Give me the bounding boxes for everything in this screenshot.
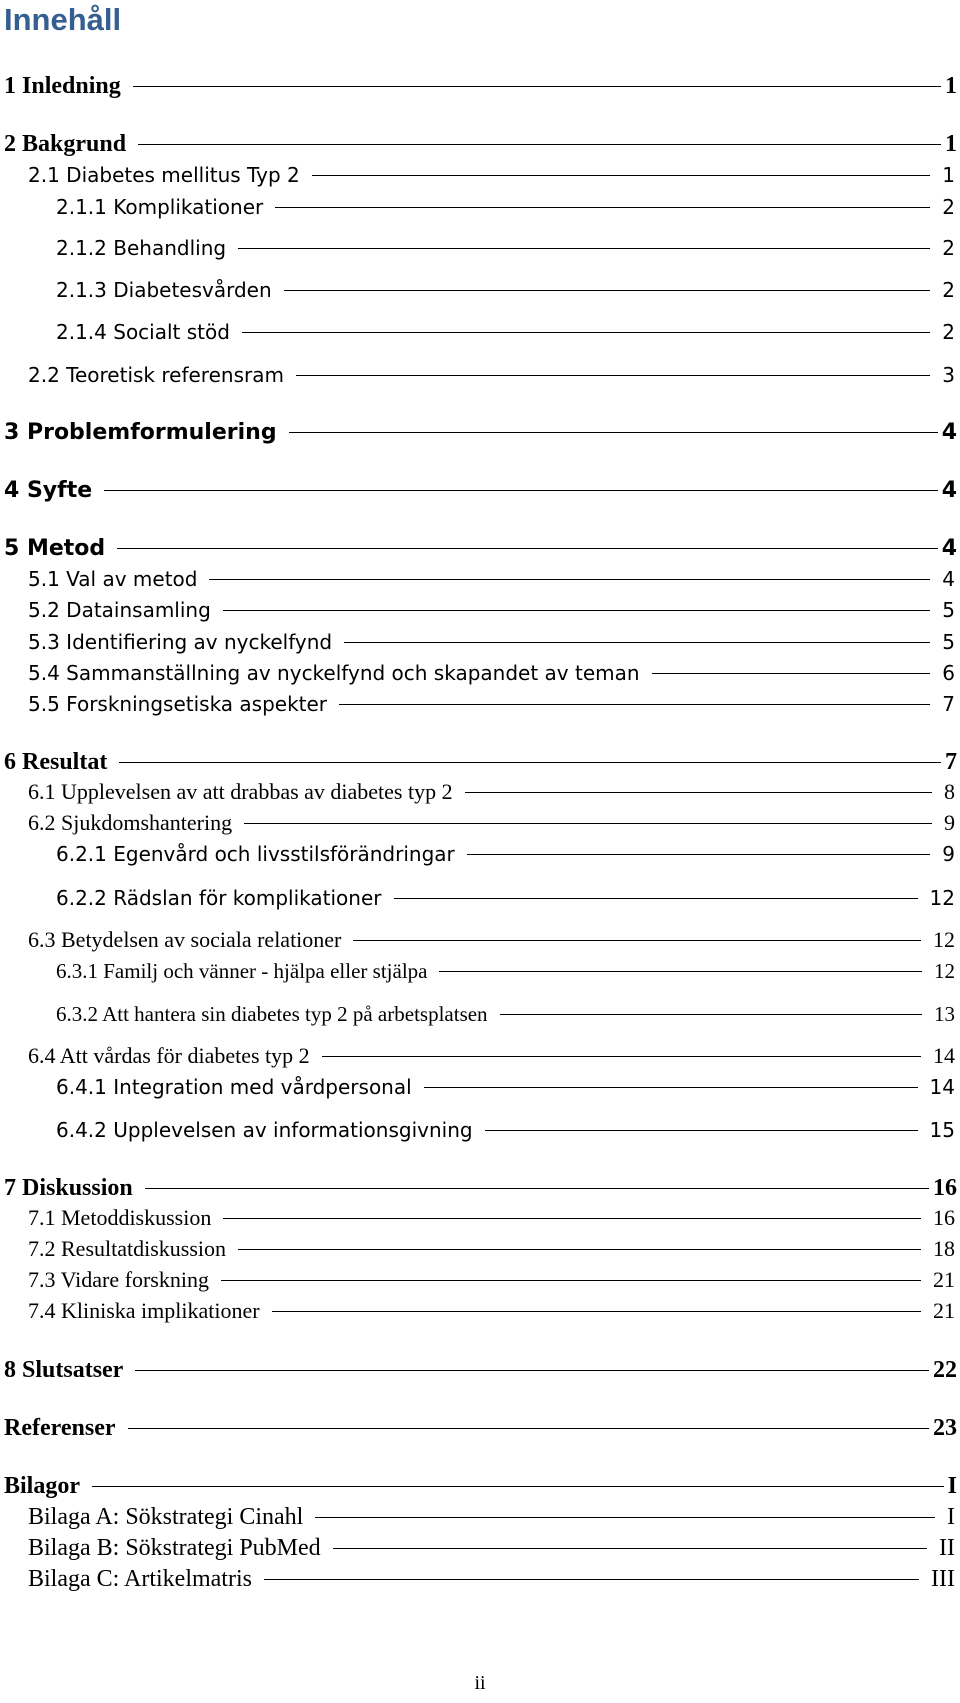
dot-leader bbox=[117, 548, 938, 549]
toc-entry[interactable] bbox=[56, 956, 955, 986]
toc-entry-page: 16 bbox=[933, 1175, 957, 1201]
dot-leader bbox=[244, 823, 932, 824]
toc-entry-page: 5 bbox=[942, 598, 955, 622]
dot-leader bbox=[242, 332, 930, 333]
dot-leader bbox=[135, 1370, 929, 1371]
toc-entry[interactable] bbox=[28, 1296, 955, 1326]
toc-entry-label: 2.1.3 Diabetesvården bbox=[56, 278, 272, 302]
toc-entry-page: 12 bbox=[934, 959, 955, 983]
dot-leader bbox=[104, 490, 938, 491]
toc-entry[interactable] bbox=[4, 534, 957, 564]
toc-entry[interactable] bbox=[28, 808, 955, 838]
page-number: ii bbox=[474, 1672, 486, 1694]
toc-entry-label: 6.3 Betydelsen av sociala relationer bbox=[28, 927, 342, 952]
toc-entry-page: I bbox=[947, 1504, 955, 1530]
dot-leader bbox=[264, 1579, 919, 1580]
toc-entry-page: 3 bbox=[942, 363, 955, 387]
toc-entry-page: 15 bbox=[929, 1118, 955, 1142]
toc-entry-page: 14 bbox=[929, 1075, 955, 1099]
toc-entry-page: 4 bbox=[941, 478, 957, 503]
toc-entry[interactable] bbox=[4, 1471, 957, 1501]
toc-entry-label: 6.4.1 Integration med vårdpersonal bbox=[56, 1075, 412, 1099]
toc-entry[interactable] bbox=[28, 1265, 955, 1295]
toc-entry-label: 6.3.1 Familj och vänner - hjälpa eller stjälpa bbox=[56, 959, 428, 983]
dot-leader bbox=[296, 375, 930, 376]
toc-entry-page: 6 bbox=[942, 661, 955, 685]
toc-entry[interactable] bbox=[4, 747, 957, 777]
toc-entry[interactable] bbox=[28, 564, 955, 594]
toc-entry[interactable] bbox=[28, 689, 955, 719]
toc-entry-page: 7 bbox=[945, 749, 957, 775]
dot-leader bbox=[238, 248, 930, 249]
dot-leader bbox=[275, 207, 930, 208]
toc-entry-label: 5.1 Val av metod bbox=[28, 567, 198, 591]
toc-entry[interactable] bbox=[28, 925, 955, 955]
toc-entry[interactable] bbox=[28, 658, 955, 688]
toc-entry[interactable] bbox=[4, 1355, 957, 1385]
toc-entry[interactable] bbox=[4, 129, 957, 159]
toc-entry-page: 4 bbox=[941, 420, 957, 445]
dot-leader bbox=[344, 642, 930, 643]
dot-leader bbox=[145, 1188, 929, 1189]
dot-leader bbox=[133, 86, 941, 87]
dot-leader bbox=[128, 1428, 930, 1429]
toc-entry-page: 1 bbox=[945, 131, 957, 157]
toc-entry-label: Bilagor bbox=[4, 1473, 80, 1499]
toc-entry-label: Bilaga B: Sökstrategi PubMed bbox=[28, 1535, 321, 1561]
dot-leader bbox=[465, 792, 932, 793]
toc-entry-page: 23 bbox=[933, 1415, 957, 1441]
toc-entry[interactable] bbox=[28, 1203, 955, 1233]
dot-leader bbox=[284, 290, 931, 291]
toc-entry-page: 1 bbox=[942, 163, 955, 187]
toc-entry-label: 6.1 Upplevelsen av att drabbas av diabetes typ 2 bbox=[28, 779, 453, 804]
toc-entry-page: II bbox=[939, 1535, 955, 1561]
toc-entry-page: 8 bbox=[944, 779, 955, 804]
toc-entry-label: 2.1.2 Behandling bbox=[56, 236, 227, 260]
toc-entry-page: 18 bbox=[933, 1236, 955, 1261]
toc-entry[interactable] bbox=[28, 1041, 955, 1071]
toc-entry[interactable] bbox=[28, 1533, 955, 1563]
toc-entry-label: 7.4 Kliniska implikationer bbox=[28, 1298, 260, 1323]
toc-entry-label: 2.1 Diabetes mellitus Typ 2 bbox=[28, 163, 300, 187]
toc-entry[interactable] bbox=[56, 233, 955, 263]
toc-entry-label: 5.2 Datainsamling bbox=[28, 598, 211, 622]
dot-leader bbox=[138, 144, 941, 145]
toc-entry-label: 2 Bakgrund bbox=[4, 131, 127, 157]
toc-entry-page: 2 bbox=[942, 195, 955, 219]
toc-entry[interactable] bbox=[28, 1234, 955, 1264]
toc-entry-page: 4 bbox=[942, 567, 955, 591]
toc-entry[interactable] bbox=[56, 192, 955, 222]
dot-leader bbox=[289, 432, 938, 433]
dot-leader bbox=[119, 762, 941, 763]
dot-leader bbox=[223, 610, 930, 611]
toc-entry-page: 1 bbox=[945, 73, 957, 99]
toc-entry-label: 6.4 Att vårdas för diabetes typ 2 bbox=[28, 1043, 310, 1068]
toc-entry-label: 2.1.4 Socialt stöd bbox=[56, 320, 230, 344]
toc-entry[interactable] bbox=[56, 839, 955, 869]
toc-entry-label: 8 Slutsatser bbox=[4, 1357, 124, 1383]
toc-entry-label: 6.2.1 Egenvård och livsstilsförändringar bbox=[56, 842, 455, 866]
toc-entry-label: Bilaga A: Sökstrategi Cinahl bbox=[28, 1504, 304, 1530]
toc-entry[interactable] bbox=[28, 1502, 955, 1532]
toc-entry[interactable] bbox=[4, 1413, 957, 1443]
dot-leader bbox=[272, 1311, 921, 1312]
toc-entry-page: 13 bbox=[934, 1002, 955, 1026]
toc-entry-label: 6.4.2 Upplevelsen av informationsgivning bbox=[56, 1118, 473, 1142]
dot-leader bbox=[339, 704, 930, 705]
toc-entry[interactable] bbox=[4, 71, 957, 101]
dot-leader bbox=[500, 1014, 922, 1015]
dot-leader bbox=[315, 1517, 935, 1518]
toc-entry-page: 14 bbox=[933, 1043, 955, 1068]
dot-leader bbox=[394, 898, 918, 899]
dot-leader bbox=[353, 940, 921, 941]
toc-entry-page: 5 bbox=[942, 630, 955, 654]
toc-entry-page: 9 bbox=[942, 842, 955, 866]
toc-entry[interactable] bbox=[56, 1072, 955, 1102]
toc-entry-page: 22 bbox=[933, 1357, 957, 1383]
dot-leader bbox=[652, 673, 931, 674]
toc-entry-label: Referenser bbox=[4, 1415, 116, 1441]
toc-entry-page: 2 bbox=[942, 236, 955, 260]
toc-entry-label: 3 Problemformulering bbox=[4, 420, 277, 445]
toc-entry[interactable] bbox=[4, 418, 957, 448]
toc-entry[interactable] bbox=[28, 777, 955, 807]
toc-entry-label: Bilaga C: Artikelmatris bbox=[28, 1566, 252, 1592]
toc-entry[interactable] bbox=[28, 627, 955, 657]
dot-leader bbox=[223, 1218, 921, 1219]
toc-entry-label: 2.1.1 Komplikationer bbox=[56, 195, 264, 219]
toc-entry-page: 16 bbox=[933, 1205, 955, 1230]
toc-entry[interactable] bbox=[56, 999, 955, 1029]
toc-entry[interactable] bbox=[28, 160, 955, 190]
dot-leader bbox=[424, 1087, 918, 1088]
toc-entry-label: 4 Syfte bbox=[4, 478, 93, 503]
toc-entry-page: 12 bbox=[933, 927, 955, 952]
dot-leader bbox=[467, 854, 931, 855]
toc-entry[interactable] bbox=[56, 883, 955, 913]
dot-leader bbox=[333, 1548, 927, 1549]
toc-entry-label: 6.3.2 Att hantera sin diabetes typ 2 på arbetsplatsen bbox=[56, 1002, 488, 1026]
toc-entry-label: 5.4 Sammanställning av nyckelfynd och skapandet av teman bbox=[28, 661, 640, 685]
toc-entry-label: 7.2 Resultatdiskussion bbox=[28, 1236, 227, 1261]
toc-entry-page: 2 bbox=[942, 320, 955, 344]
toc-entry-page: I bbox=[947, 1473, 957, 1499]
dot-leader bbox=[485, 1130, 918, 1131]
toc-entry[interactable] bbox=[28, 1564, 955, 1594]
toc-entry-page: 21 bbox=[933, 1267, 955, 1292]
toc-entry[interactable] bbox=[4, 476, 957, 506]
toc-entry[interactable] bbox=[4, 1173, 957, 1203]
dot-leader bbox=[92, 1486, 944, 1487]
dot-leader bbox=[322, 1056, 921, 1057]
toc-entry-page: 4 bbox=[941, 536, 957, 561]
toc-entry-label: 6 Resultat bbox=[4, 749, 108, 775]
toc-entry-page: 12 bbox=[929, 886, 955, 910]
toc-entry-label: 6.2 Sjukdomshantering bbox=[28, 810, 233, 835]
toc-entry-label: 5 Metod bbox=[4, 536, 106, 561]
toc-entry-page: III bbox=[931, 1566, 955, 1592]
toc-entry[interactable] bbox=[56, 1115, 955, 1145]
dot-leader bbox=[439, 971, 922, 972]
dot-leader bbox=[209, 579, 930, 580]
toc-entry-page: 9 bbox=[944, 810, 955, 835]
toc-entry-page: 7 bbox=[942, 692, 955, 716]
toc-entry-label: 1 Inledning bbox=[4, 73, 121, 99]
toc-entry-label: 5.5 Forskningsetiska aspekter bbox=[28, 692, 328, 716]
toc-entry[interactable] bbox=[28, 360, 955, 390]
toc-entry-label: 7 Diskussion bbox=[4, 1175, 133, 1201]
toc-entry[interactable] bbox=[56, 275, 955, 305]
toc-entry-label: 7.3 Vidare forskning bbox=[28, 1267, 209, 1292]
toc-entry[interactable] bbox=[28, 595, 955, 625]
dot-leader bbox=[238, 1249, 921, 1250]
page-title: Innehåll bbox=[4, 2, 122, 37]
dot-leader bbox=[312, 175, 930, 176]
toc-entry-label: 6.2.2 Rädslan för komplikationer bbox=[56, 886, 382, 910]
toc-entry[interactable] bbox=[56, 317, 955, 347]
toc-entry-page: 21 bbox=[933, 1298, 955, 1323]
toc-entry-label: 5.3 Identifiering av nyckelfynd bbox=[28, 630, 333, 654]
toc-entry-label: 2.2 Teoretisk referensram bbox=[28, 363, 284, 387]
toc-entry-page: 2 bbox=[942, 278, 955, 302]
toc-entry-label: 7.1 Metoddiskussion bbox=[28, 1205, 212, 1230]
dot-leader bbox=[221, 1280, 921, 1281]
